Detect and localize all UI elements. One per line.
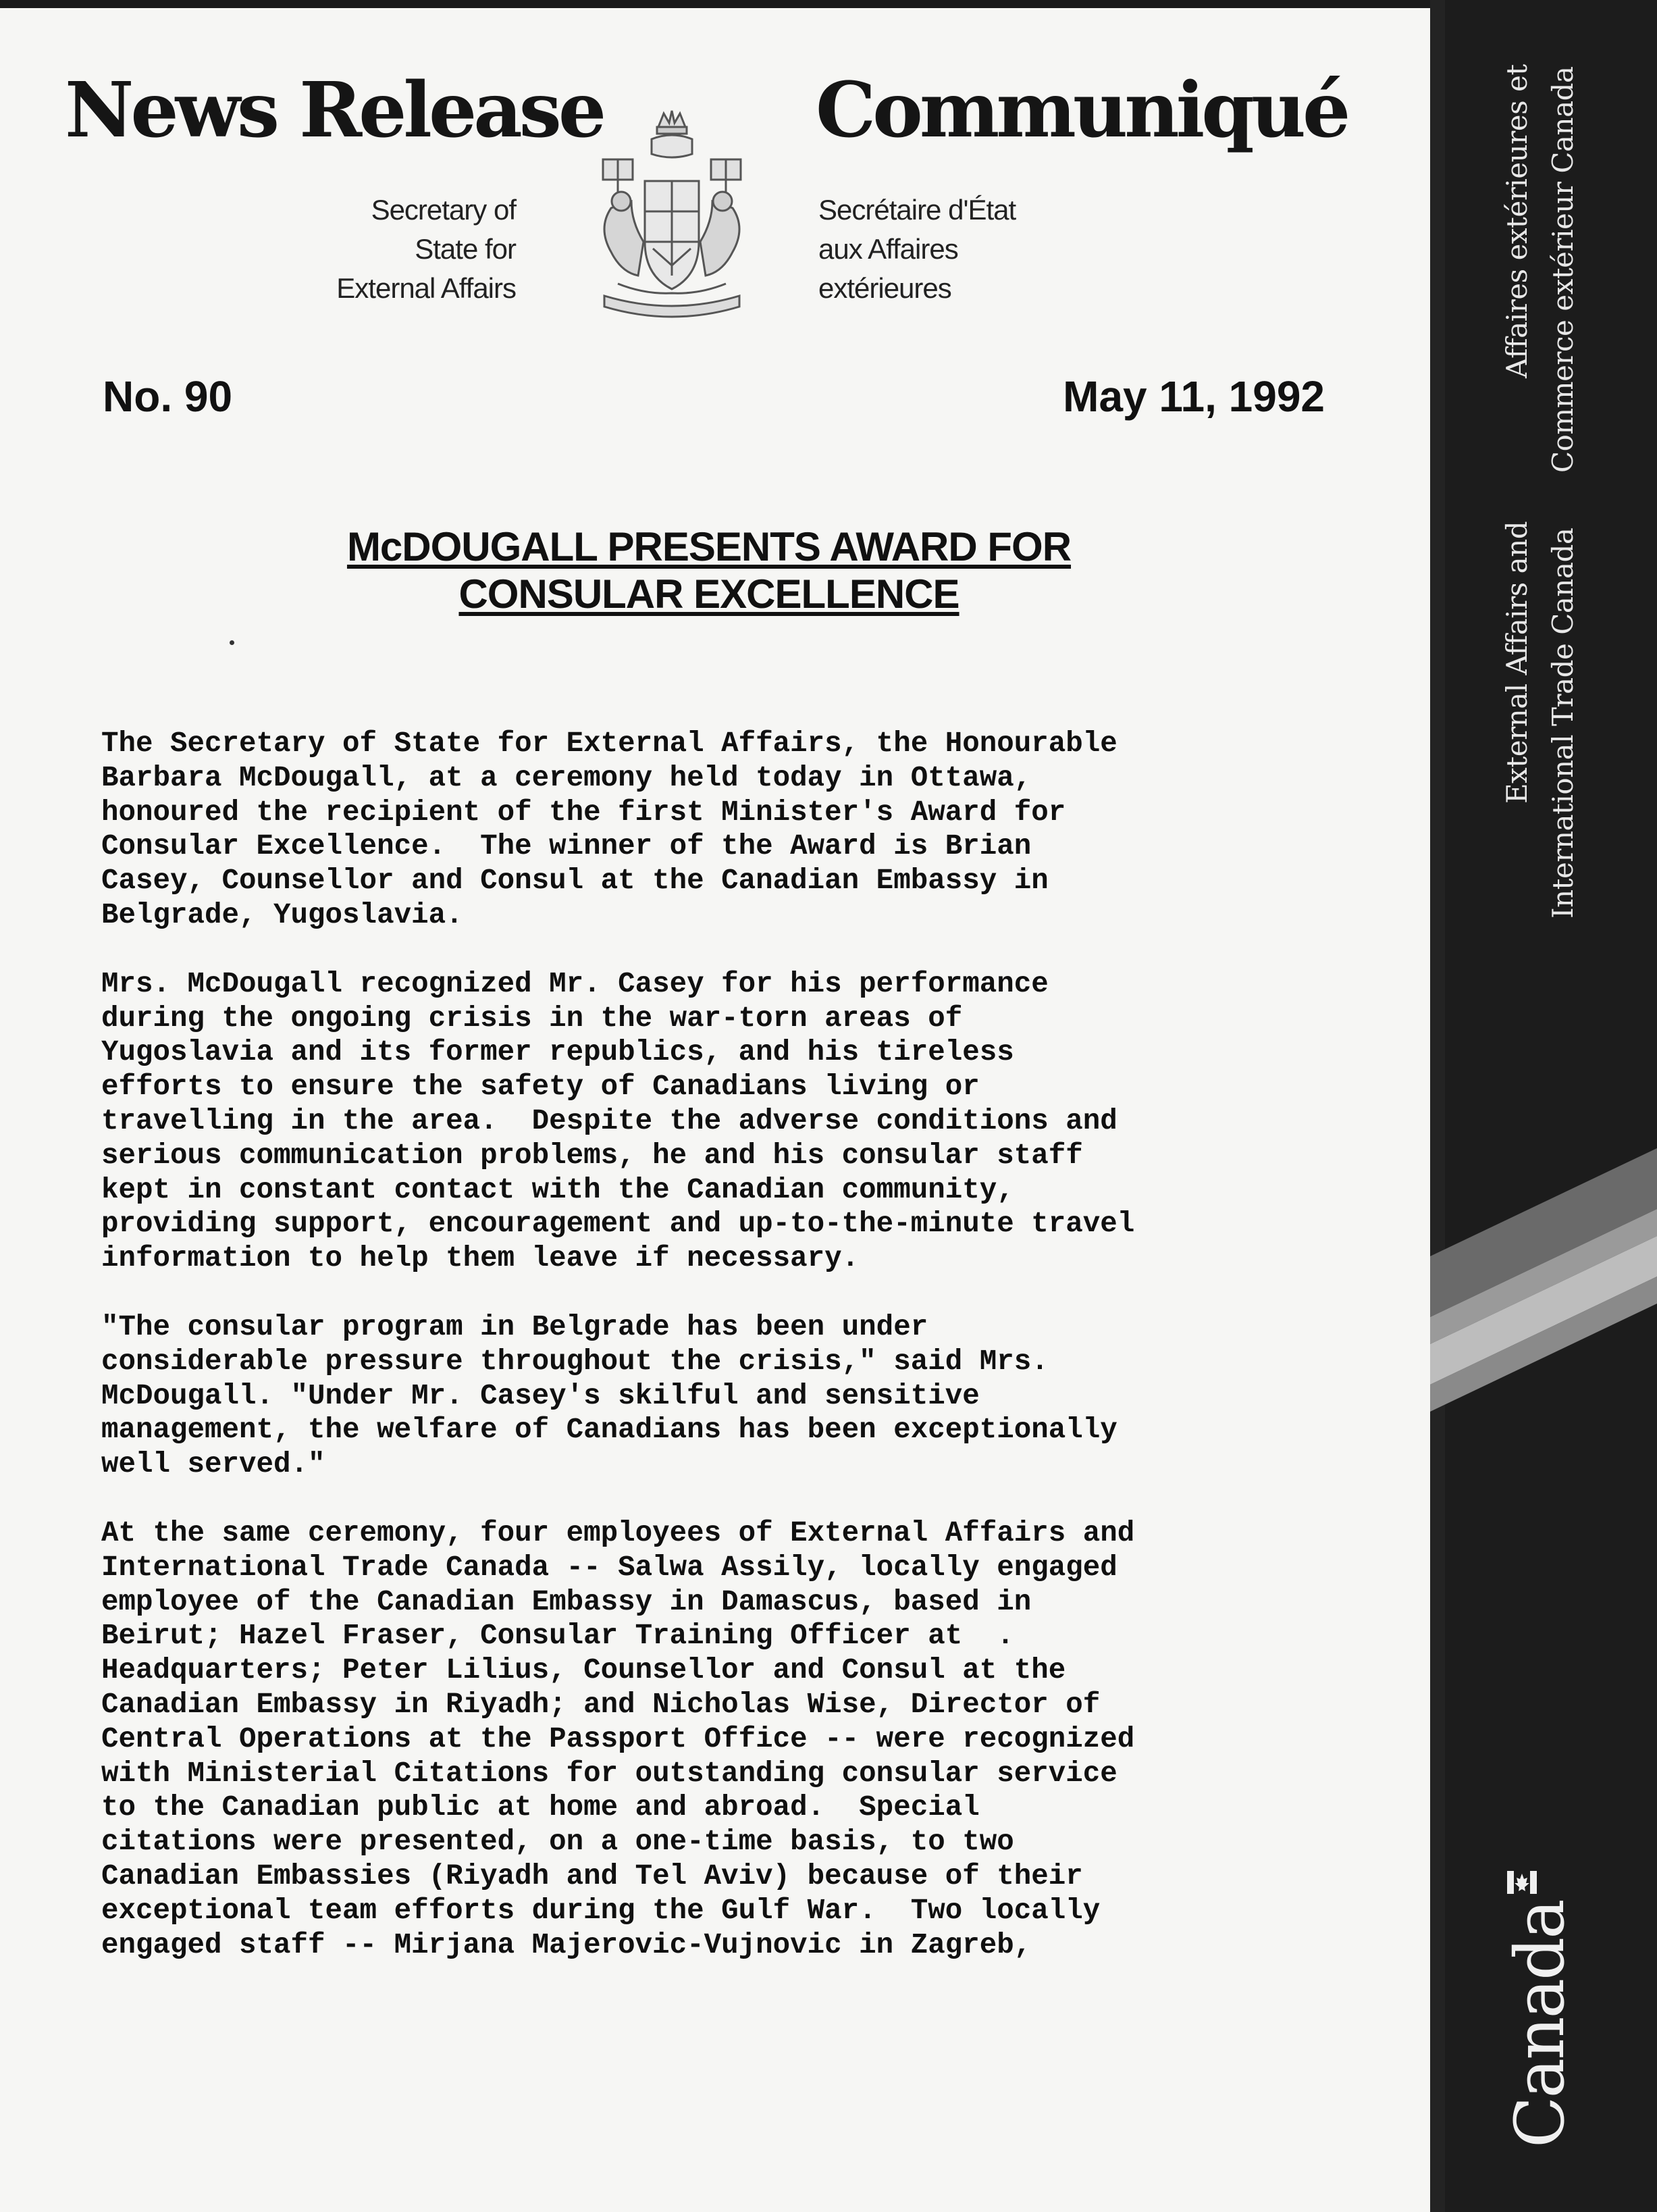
sidebar-text-en-1: External Affairs and bbox=[1500, 521, 1533, 804]
scan-speck bbox=[230, 640, 234, 645]
department-name-fr bbox=[818, 190, 1016, 308]
text-line: Beirut; Hazel Fraser, Consular Training Officer at . bbox=[101, 1620, 1014, 1653]
department-name-en bbox=[336, 190, 516, 308]
text-line: serious communication problems, he and his consular staff bbox=[101, 1139, 1083, 1172]
paragraph bbox=[101, 967, 1350, 1276]
department-en-line: Secretary of bbox=[371, 194, 516, 226]
text-line: engaged staff -- Mirjana Majerovic-Vujnovic in Zagreb, bbox=[101, 1928, 1032, 1961]
text-line: At the same ceremony, four employees of External Affairs and bbox=[101, 1516, 1135, 1549]
text-line: Mrs. McDougall recognized Mr. Casey for his performance bbox=[101, 967, 1049, 1000]
text-line: providing support, encouragement and up-to-the-minute travel bbox=[101, 1208, 1135, 1241]
text-line: during the ongoing crisis in the war-torn areas of bbox=[101, 1002, 963, 1035]
text-line: McDougall. "Under Mr. Casey's skilful and sensitive bbox=[101, 1379, 980, 1412]
text-line: information to help them leave if necessary. bbox=[101, 1242, 860, 1275]
text-line: Central Operations at the Passport Office -- were recognized bbox=[101, 1722, 1135, 1755]
text-line: well served." bbox=[101, 1448, 325, 1481]
release-number: No. 90 bbox=[103, 372, 233, 421]
text-line: Canadian Embassy in Riyadh; and Nicholas Wise, Director of bbox=[101, 1688, 1101, 1721]
paragraph bbox=[101, 1516, 1350, 1962]
text-line: efforts to ensure the safety of Canadians living or bbox=[101, 1071, 980, 1104]
text-line: kept in constant contact with the Canadian community, bbox=[101, 1173, 1014, 1206]
paragraph bbox=[101, 727, 1350, 933]
diagonal-stripes-graphic bbox=[1430, 1121, 1657, 1472]
text-line: considerable pressure throughout the crisis," said Mrs. bbox=[101, 1345, 1049, 1378]
sidebar-text-fr-1: Affaires extérieures et bbox=[1500, 64, 1533, 378]
paragraph bbox=[101, 1310, 1350, 1482]
body-text bbox=[101, 727, 1350, 1997]
department-fr-line: aux Affaires bbox=[818, 233, 958, 265]
text-line: with Ministerial Citations for outstanding consular service bbox=[101, 1757, 1117, 1790]
department-fr-line: extérieures bbox=[818, 272, 951, 304]
title-communique: Communiqué bbox=[816, 66, 1348, 155]
text-line: management, the welfare of Canadians has been exceptionally bbox=[101, 1414, 1117, 1447]
headline bbox=[203, 523, 1215, 618]
text-line: Yugoslavia and its former republics, and his tireless bbox=[101, 1036, 1014, 1069]
text-line: citations were presented, on a one-time basis, to two bbox=[101, 1826, 1014, 1859]
text-line: Barbara McDougall, at a ceremony held today in Ottawa, bbox=[101, 761, 1032, 794]
text-line: Consular Excellence. The winner of the Award is Brian bbox=[101, 830, 1032, 863]
text-line: exceptional team efforts during the Gulf War. Two locally bbox=[101, 1894, 1101, 1927]
title-news-release: News Release bbox=[65, 66, 604, 155]
text-line: The Secretary of State for External Affairs, the Honourable bbox=[101, 727, 1117, 760]
text-line: travelling in the area. Despite the adverse conditions and bbox=[101, 1104, 1117, 1137]
department-en-line: External Affairs bbox=[336, 272, 516, 304]
canada-wordmark: Canada bbox=[1500, 1901, 1579, 2148]
text-line: Casey, Counsellor and Consul at the Canadian Embassy in bbox=[101, 865, 1049, 898]
release-date: May 11, 1992 bbox=[1063, 372, 1325, 421]
coat-of-arms-icon bbox=[591, 107, 753, 330]
headline-line: CONSULAR EXCELLENCE bbox=[458, 571, 959, 617]
text-line: to the Canadian public at home and abroad. Special bbox=[101, 1791, 980, 1824]
text-line: International Trade Canada -- Salwa Assily, locally engaged bbox=[101, 1551, 1117, 1584]
sidebar-text-en-2: International Trade Canada bbox=[1546, 528, 1579, 919]
text-line: Headquarters; Peter Lilius, Counsellor and Consul at the bbox=[101, 1654, 1066, 1687]
department-en-line: State for bbox=[415, 233, 516, 265]
text-line: employee of the Canadian Embassy in Damascus, based in bbox=[101, 1585, 1032, 1618]
text-line: Canadian Embassies (Riyadh and Tel Aviv) because of their bbox=[101, 1859, 1083, 1893]
department-fr-line: Secrétaire d'État bbox=[818, 194, 1016, 226]
text-line: Belgrade, Yugoslavia. bbox=[101, 898, 463, 931]
headline-line: McDOUGALL PRESENTS AWARD FOR bbox=[346, 524, 1072, 569]
sidebar-text-fr-2: Commerce extérieur Canada bbox=[1546, 66, 1579, 473]
text-line: honoured the recipient of the first Minister's Award for bbox=[101, 796, 1066, 829]
text-line: "The consular program in Belgrade has been under bbox=[101, 1310, 928, 1343]
canada-flag-icon bbox=[1507, 1871, 1537, 1894]
scan-top-edge bbox=[0, 0, 1657, 8]
